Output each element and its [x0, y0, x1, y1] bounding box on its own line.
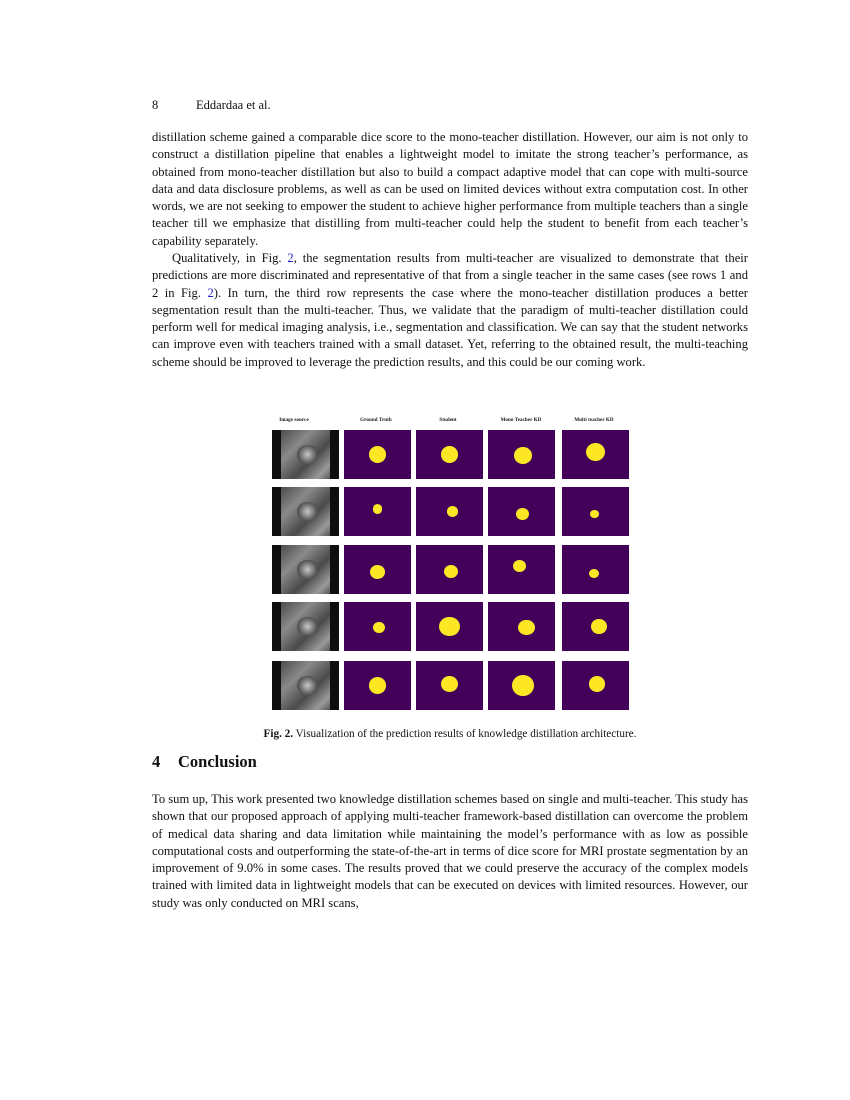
mri-source-image: [272, 661, 339, 710]
figure-ref-link[interactable]: 2: [207, 285, 214, 300]
paragraph-text: , the segmentation results from multi-teacher are visualized to demonstrate that their predictions are more discriminated and representative of that from a single teacher in the same cases (see rows 1 and 2 in Fig.: [152, 251, 748, 300]
segmentation-blob: [373, 622, 385, 633]
segmentation-blob: [591, 619, 607, 634]
segmentation-blob: [518, 620, 535, 636]
segmentation-blob: [590, 510, 599, 518]
figure-ref-link[interactable]: 2: [287, 251, 294, 265]
column-label-image-source: Image source: [279, 418, 309, 423]
mask-student: [416, 430, 483, 479]
column-label-student: Student: [439, 418, 457, 423]
mask-multi-teacher: [562, 487, 629, 536]
mask-student: [416, 487, 483, 536]
column-label-ground-truth: Ground Truth: [360, 418, 392, 423]
segmentation-blob: [369, 677, 387, 694]
column-label-multi-teacher: Multi teacher KD: [574, 418, 614, 423]
mri-source-image: [272, 545, 339, 594]
mri-source-image: [272, 487, 339, 536]
page-number: 8: [152, 98, 159, 112]
mask-ground-truth: [344, 487, 411, 536]
mask-multi-teacher: [562, 602, 629, 651]
segmentation-blob: [447, 506, 458, 516]
mri-source-image: [272, 602, 339, 651]
segmentation-blob: [586, 443, 606, 462]
paragraph-conclusion: To sum up, This work presented two knowledge distillation schemes based on single and multi-teacher. This study has shown that our proposed approach of applying multi-teacher framework-based distillation can overcome the problem of medical data sharing and data limitation while maintaining the model’s performance with as low as possible computational costs and outperforming the state-of-the-art in terms of dice score for MRI prostate segmentation by an improvement of 9.0% in some cases. The results proved that we could preserve the accuracy of the complex models trained with limited data in lightweight models that can be executed on devices with limited resources. However, our study was only conducted on MRI scans,: [152, 792, 748, 910]
mask-student: [416, 661, 483, 710]
running-authors: Eddardaa et al.: [196, 98, 271, 112]
mask-ground-truth: [344, 545, 411, 594]
section-title: Conclusion: [178, 752, 257, 771]
paragraph-text: Qualitatively, in Fig.: [172, 251, 288, 265]
segmentation-blob: [589, 676, 606, 692]
segmentation-blob: [441, 676, 458, 692]
column-label-mono-teacher: Mono Teacher KD: [500, 418, 542, 423]
figure-segmentation-grid: [270, 413, 630, 713]
segmentation-blob: [516, 508, 529, 520]
mask-student: [416, 602, 483, 651]
mask-mono-teacher: [488, 661, 555, 710]
figure-caption-text: Visualization of the prediction results of knowledge distillation architecture.: [293, 728, 637, 740]
segmentation-blob: [444, 565, 458, 578]
segmentation-blob: [373, 504, 383, 513]
paragraph-text: ). In turn, the third row represents the case where the mono-teacher distillation produces a better segmentation result than the multi-teacher. Thus, we validate that the paradigm of multi-teacher distillation could perform well for medical imaging analysis, i.e., segmentation and classification. We can say that the student networks can improve even with teachers trained with a small dataset. Yet, referring to the obtained result, the multi-teaching scheme should be improved to leverage the prediction results, and this could be our coming work.: [152, 285, 748, 369]
segmentation-blob: [589, 569, 599, 578]
mask-mono-teacher: [488, 602, 555, 651]
mask-mono-teacher: [488, 430, 555, 479]
paragraph-qualitative-results: [152, 250, 748, 371]
section-number: 4: [152, 752, 161, 771]
segmentation-blob: [441, 446, 459, 463]
segmentation-blob: [513, 560, 526, 572]
figure-caption-label: Fig. 2.: [263, 728, 294, 740]
mask-multi-teacher: [562, 545, 629, 594]
running-header: [152, 98, 271, 113]
paragraph-distillation-aim: distillation scheme gained a comparable dice score to the mono-teacher distillation. However, our aim is not only to construct a distillation pipeline that enables a lightweight model to imitate the strong teacher’s performance, as obtained from mono-teacher distillation but also to build a compact adaptive model that can cope with multi-source data and data disclosure problems, as well as can be used on limited devices without extra computation cost. In other words, we are not seeking to empower the student to achieve higher performance from multiple teachers than a single teacher till we emphasize that distilling from multi-teacher could help the student to benefit from each teacher’s capability separately.: [152, 130, 748, 248]
mask-multi-teacher: [562, 661, 629, 710]
mask-ground-truth: [344, 661, 411, 710]
segmentation-blob: [439, 617, 460, 637]
mask-student: [416, 545, 483, 594]
mask-multi-teacher: [562, 430, 629, 479]
segmentation-blob: [512, 675, 534, 695]
mask-mono-teacher: [488, 545, 555, 594]
mask-ground-truth: [344, 602, 411, 651]
section-heading: [152, 752, 257, 772]
segmentation-blob: [369, 446, 387, 463]
mri-source-image: [272, 430, 339, 479]
mask-mono-teacher: [488, 487, 555, 536]
figure-caption: [152, 728, 748, 740]
segmentation-blob: [370, 565, 386, 580]
mask-ground-truth: [344, 430, 411, 479]
segmentation-blob: [514, 447, 532, 464]
